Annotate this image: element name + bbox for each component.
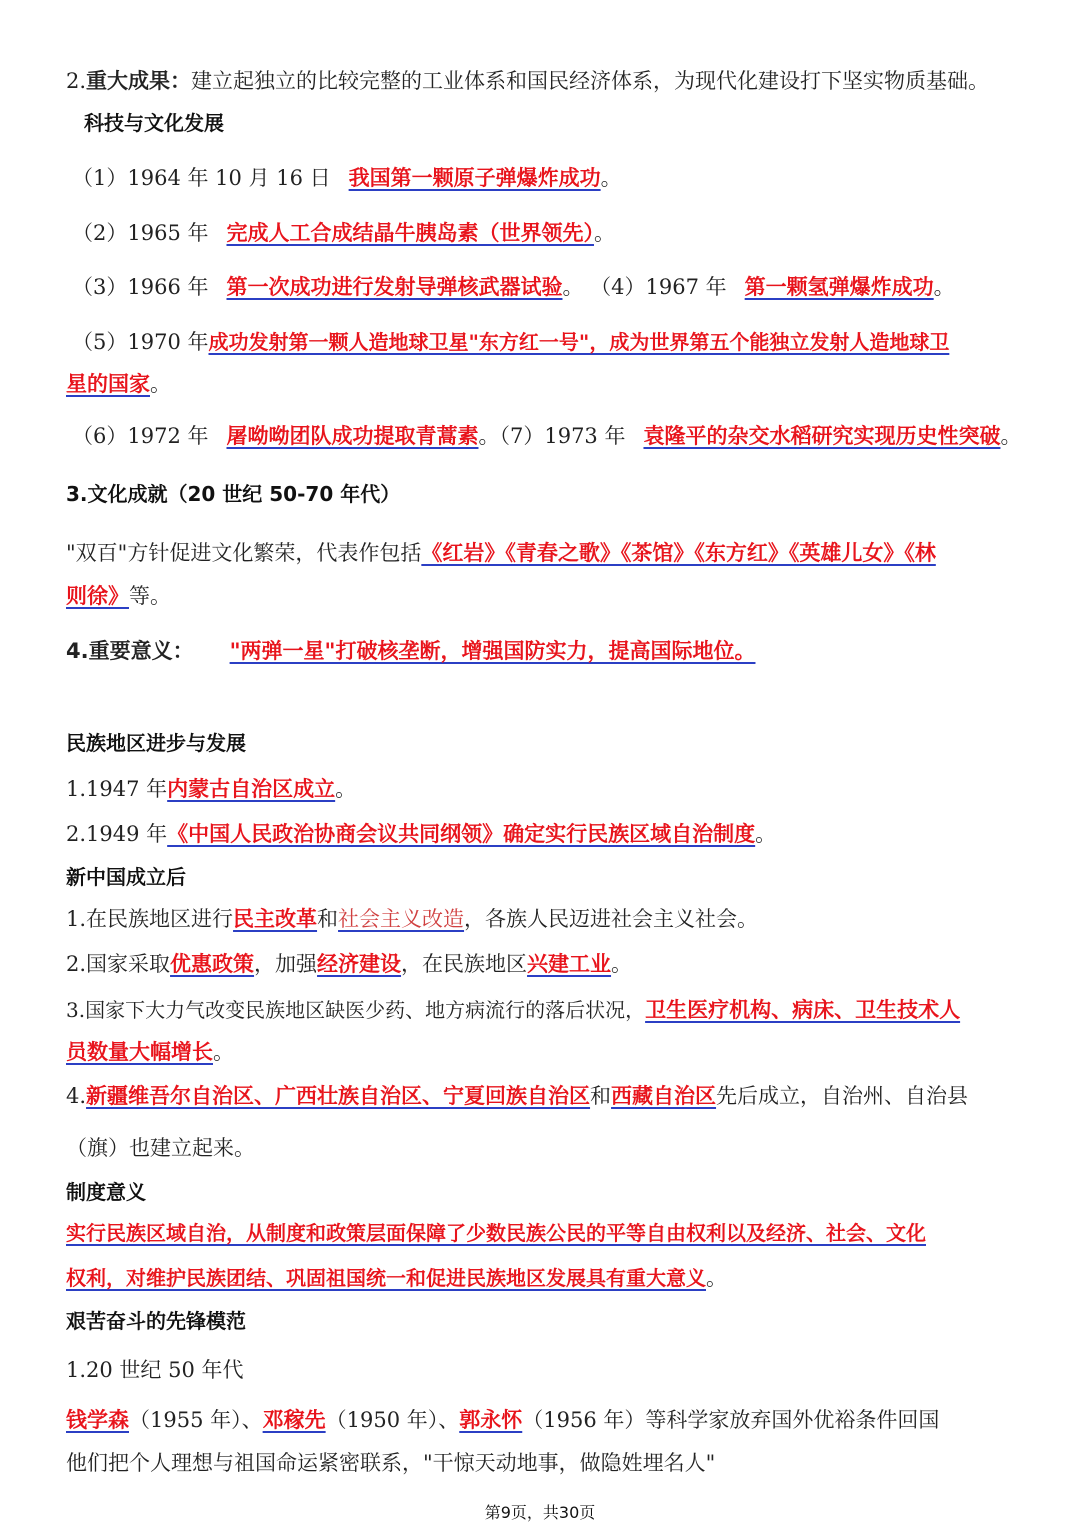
answer-blank: 邓稼先 bbox=[262, 1407, 326, 1432]
answer-blank: 权利，对维护民族团结、巩固祖国统一和促进民族地区发展具有重大意义 bbox=[66, 1266, 706, 1290]
answer-blank: 成功发射第一颗人造地球卫星"东方红一号"，成为世界第五个能独立发射人造地球卫 bbox=[208, 330, 950, 354]
answer-blank: 郭永怀 bbox=[459, 1407, 523, 1432]
answer-blank: 新疆维吾尔自治区、广西壮族自治区、宁夏回族自治区 bbox=[86, 1083, 591, 1108]
answer-blank: 屠呦呦团队成功提取青蒿素 bbox=[226, 423, 479, 448]
answer-blank: 完成人工合成结晶牛胰岛素（世界领先） bbox=[226, 220, 594, 245]
tech-item-5-cont: 星的国家。 bbox=[66, 371, 171, 396]
pioneers-list: 钱学森（1955 年）、邓稼先（1950 年）、郭永怀（1956 年）等科学家放弃国外优裕条件回国 bbox=[66, 1407, 940, 1432]
tech-item-5: （5）1970 年成功发射第一颗人造地球卫星"东方红一号"，成为世界第五个能独立发射人造地球卫 bbox=[72, 330, 950, 354]
system-answer-cont: 权利，对维护民族团结、巩固祖国统一和促进民族地区发展具有重大意义。 bbox=[66, 1266, 727, 1290]
culture-heading: 3.文化成就（20 世纪 50-70 年代） bbox=[66, 482, 401, 506]
ethnic-n2: 2.国家采取优惠政策，加强经济建设，在民族地区兴建工业。 bbox=[66, 951, 633, 976]
ethnic-heading: 民族地区进步与发展 bbox=[66, 731, 246, 755]
system-answer bbox=[66, 1218, 926, 1248]
culture-line-cont: 则徐》等。 bbox=[66, 583, 171, 608]
answer-blank: 《红岩》《青春之歌》《茶馆》《东方红》《英雄儿女》《林 bbox=[421, 540, 936, 565]
ethnic-n4-cont: （旗）也建立起来。 bbox=[66, 1136, 255, 1160]
answer-blank: 民主改革 bbox=[233, 906, 318, 931]
answer-blank: 卫生医疗机构、病床、卫生技术人 bbox=[645, 997, 961, 1022]
answer-blank: 兴建工业 bbox=[527, 951, 612, 976]
tech-item-3-4: （3）1966 年 第一次成功进行发射导弹核武器试验。 （4）1967 年 第一颗氢弹爆炸成功。 bbox=[72, 274, 955, 299]
answer-blank: 西藏自治区 bbox=[611, 1083, 717, 1108]
ethnic-n1: 1.在民族地区进行民主改革和社会主义改造，各族人民迈进社会主义社会。 bbox=[66, 906, 759, 931]
ethnic-n3-cont: 员数量大幅增长。 bbox=[66, 1039, 234, 1064]
achievements-text: 建立起独立的比较完整的工业体系和国民经济体系，为现代化建设打下坚实物质基础。 bbox=[191, 69, 990, 93]
ethnic-n3: 3.国家下大力气改变民族地区缺医少药、地方病流行的落后状况，卫生医疗机构、病床、卫生技术人 bbox=[66, 997, 961, 1022]
culture-line: "双百"方针促进文化繁荣，代表作包括《红岩》《青春之歌》《茶馆》《东方红》《英雄儿女》《林 bbox=[66, 540, 936, 565]
answer-blank: 优惠政策 bbox=[170, 951, 255, 976]
achievements-label: 重大成果： bbox=[86, 69, 192, 93]
answer-blank: 实行民族区域自治，从制度和政策层面保障了少数民族公民的平等自由权利以及经济、社会、文化 bbox=[66, 1221, 926, 1245]
pioneers-heading: 艰苦奋斗的先锋模范 bbox=[66, 1309, 246, 1333]
ethnic-subheading: 新中国成立后 bbox=[66, 865, 186, 889]
answer-blank: 社会主义改造 bbox=[338, 907, 465, 931]
tech-item-2: （2）1965 年 完成人工合成结晶牛胰岛素（世界领先）。 bbox=[72, 220, 615, 245]
tech-item-6-7: （6）1972 年 屠呦呦团队成功提取青蒿素。（7）1973 年 袁隆平的杂交水稻研究实现历史性突破。 bbox=[72, 423, 1022, 448]
answer-blank: 袁隆平的杂交水稻研究实现历史性突破 bbox=[643, 423, 1001, 448]
answer-blank: 内蒙古自治区成立 bbox=[167, 776, 336, 801]
achievements-line: 2.重大成果：建立起独立的比较完整的工业体系和国民经济体系，为现代化建设打下坚实物质基础。 bbox=[66, 69, 990, 93]
answer-blank: "两弹一星"打破核垄断，增强国防实力，提高国际地位。 bbox=[229, 638, 756, 663]
page-footer: 第9页，共30页 bbox=[484, 1503, 596, 1522]
ethnic-line-2: 2.1949 年《中国人民政治协商会议共同纲领》确定实行民族区域自治制度。 bbox=[66, 821, 777, 846]
pioneers-line-2: 他们把个人理想与祖国命运紧密联系，"干惊天动地事，做隐姓埋名人" bbox=[66, 1451, 716, 1475]
pioneers-era: 1.20 世纪 50 年代 bbox=[66, 1358, 244, 1382]
answer-blank: 我国第一颗原子弹爆炸成功 bbox=[348, 165, 601, 190]
answer-blank: 第一次成功进行发射导弹核武器试验 bbox=[226, 274, 563, 299]
significance-label: 4.重要意义： bbox=[66, 639, 194, 663]
answer-blank: 员数量大幅增长 bbox=[66, 1039, 213, 1064]
answer-blank: 第一颗氢弹爆炸成功 bbox=[744, 274, 934, 299]
system-heading: 制度意义 bbox=[66, 1180, 146, 1204]
ethnic-line-1: 1.1947 年内蒙古自治区成立。 bbox=[66, 776, 357, 801]
answer-blank: 钱学森 bbox=[66, 1407, 129, 1432]
significance-line bbox=[66, 636, 755, 666]
answer-blank: 经济建设 bbox=[317, 951, 402, 976]
answer-blank: 则徐》 bbox=[66, 583, 129, 608]
answer-blank: 《中国人民政治协商会议共同纲领》确定实行民族区域自治制度 bbox=[167, 821, 756, 846]
answer-blank: 星的国家 bbox=[66, 371, 150, 396]
ethnic-n4: 4.新疆维吾尔自治区、广西壮族自治区、宁夏回族自治区和西藏自治区先后成立，自治州、自治县 bbox=[66, 1083, 969, 1108]
tech-item-1: （1）1964 年 10 月 16 日 我国第一颗原子弹爆炸成功。 bbox=[72, 165, 622, 190]
tech-heading: 科技与文化发展 bbox=[84, 111, 224, 135]
